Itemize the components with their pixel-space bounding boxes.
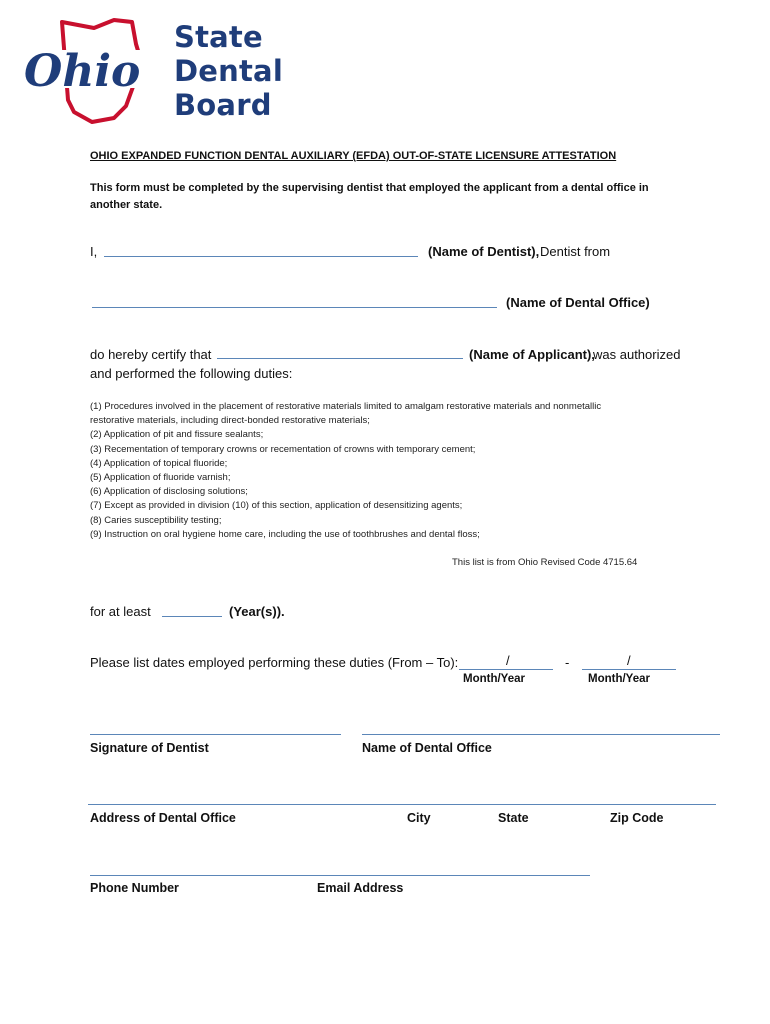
applicant-name-field[interactable] [217, 358, 463, 359]
to-date-field[interactable] [582, 669, 676, 670]
to-month-year-label: Month/Year [588, 673, 650, 685]
state-label: State [498, 811, 529, 825]
signature-field[interactable] [90, 734, 341, 735]
dentist-name-label: (Name of Dentist), [428, 244, 540, 259]
from-month-year-label: Month/Year [463, 673, 525, 685]
city-label: City [407, 811, 431, 825]
phone-label: Phone Number [90, 881, 179, 895]
certify-text: do hereby certify that [90, 347, 212, 362]
list-item: (2) Application of pit and fissure sealants; [90, 429, 264, 441]
form-intro: This form must be completed by the supervising dentist that employed the applicant from a dental office in another state. [90, 182, 649, 211]
email-label: Email Address [317, 881, 404, 895]
dentist-from-text: Dentist from [540, 244, 611, 259]
form-title: OHIO EXPANDED FUNCTION DENTAL AUXILIARY (EFDA) OUT-OF-STATE LICENSURE ATTESTATION [90, 150, 617, 162]
dates-prompt: Please list dates employed performing these duties (From – To): [90, 655, 459, 670]
list-item: (1) Procedures involved in the placement of restorative materials limited to amalgam restorative materials and nonmetallic [90, 401, 602, 412]
date-range-dash: - [565, 655, 570, 670]
zip-code-label: Zip Code [610, 811, 664, 825]
dental-office-name-label: (Name of Dental Office) [506, 295, 650, 310]
board-name [174, 20, 283, 122]
list-item: (4) Application of topical fluoride; [90, 457, 228, 469]
applicant-name-label: (Name of Applicant), [469, 347, 595, 362]
to-date-slash: / [627, 653, 631, 668]
list-item: (6) Application of disclosing solutions; [90, 486, 248, 498]
logo-ohio-script: Ohio [24, 46, 141, 97]
performed-duties-text: and performed the following duties: [90, 366, 293, 381]
was-authorized-text: was authorized [593, 347, 681, 362]
address-field[interactable] [88, 804, 716, 805]
board-name-line: State [174, 20, 263, 54]
list-item: (3) Recementation of temporary crowns or recementation of crowns with temporary cement; [90, 443, 476, 455]
list-item: (5) Application of fluoride varnish; [90, 472, 231, 484]
address-label: Address of Dental Office [90, 811, 236, 825]
phone-email-field[interactable] [90, 875, 590, 876]
years-field[interactable] [162, 616, 222, 617]
from-date-field[interactable] [459, 669, 553, 670]
duties-list [90, 400, 690, 542]
list-item: restorative materials, including direct-bonded restorative materials; [90, 415, 370, 427]
years-label: (Year(s)). [229, 604, 285, 619]
list-item: (7) Except as provided in division (10) of this section, application of desensitizing agents; [90, 500, 463, 512]
office-name-label: Name of Dental Office [362, 741, 492, 755]
board-name-line: Board [174, 88, 272, 122]
dental-office-name-field[interactable] [92, 307, 497, 308]
from-date-slash: / [506, 653, 510, 668]
source-note: This list is from Ohio Revised Code 4715.64 [452, 557, 638, 568]
ohio-map-logo-icon [22, 14, 172, 129]
list-item: (8) Caries susceptibility testing; [90, 514, 222, 526]
list-item: (9) Instruction on oral hygiene home care, including the use of toothbrushes and dental floss; [90, 528, 480, 540]
signature-label: Signature of Dentist [90, 741, 209, 755]
for-at-least-text: for at least [90, 604, 151, 619]
statement-prefix: I, [90, 244, 98, 259]
office-name-field[interactable] [362, 734, 720, 735]
dentist-name-field[interactable] [104, 256, 418, 257]
board-name-line: Dental [174, 54, 283, 88]
